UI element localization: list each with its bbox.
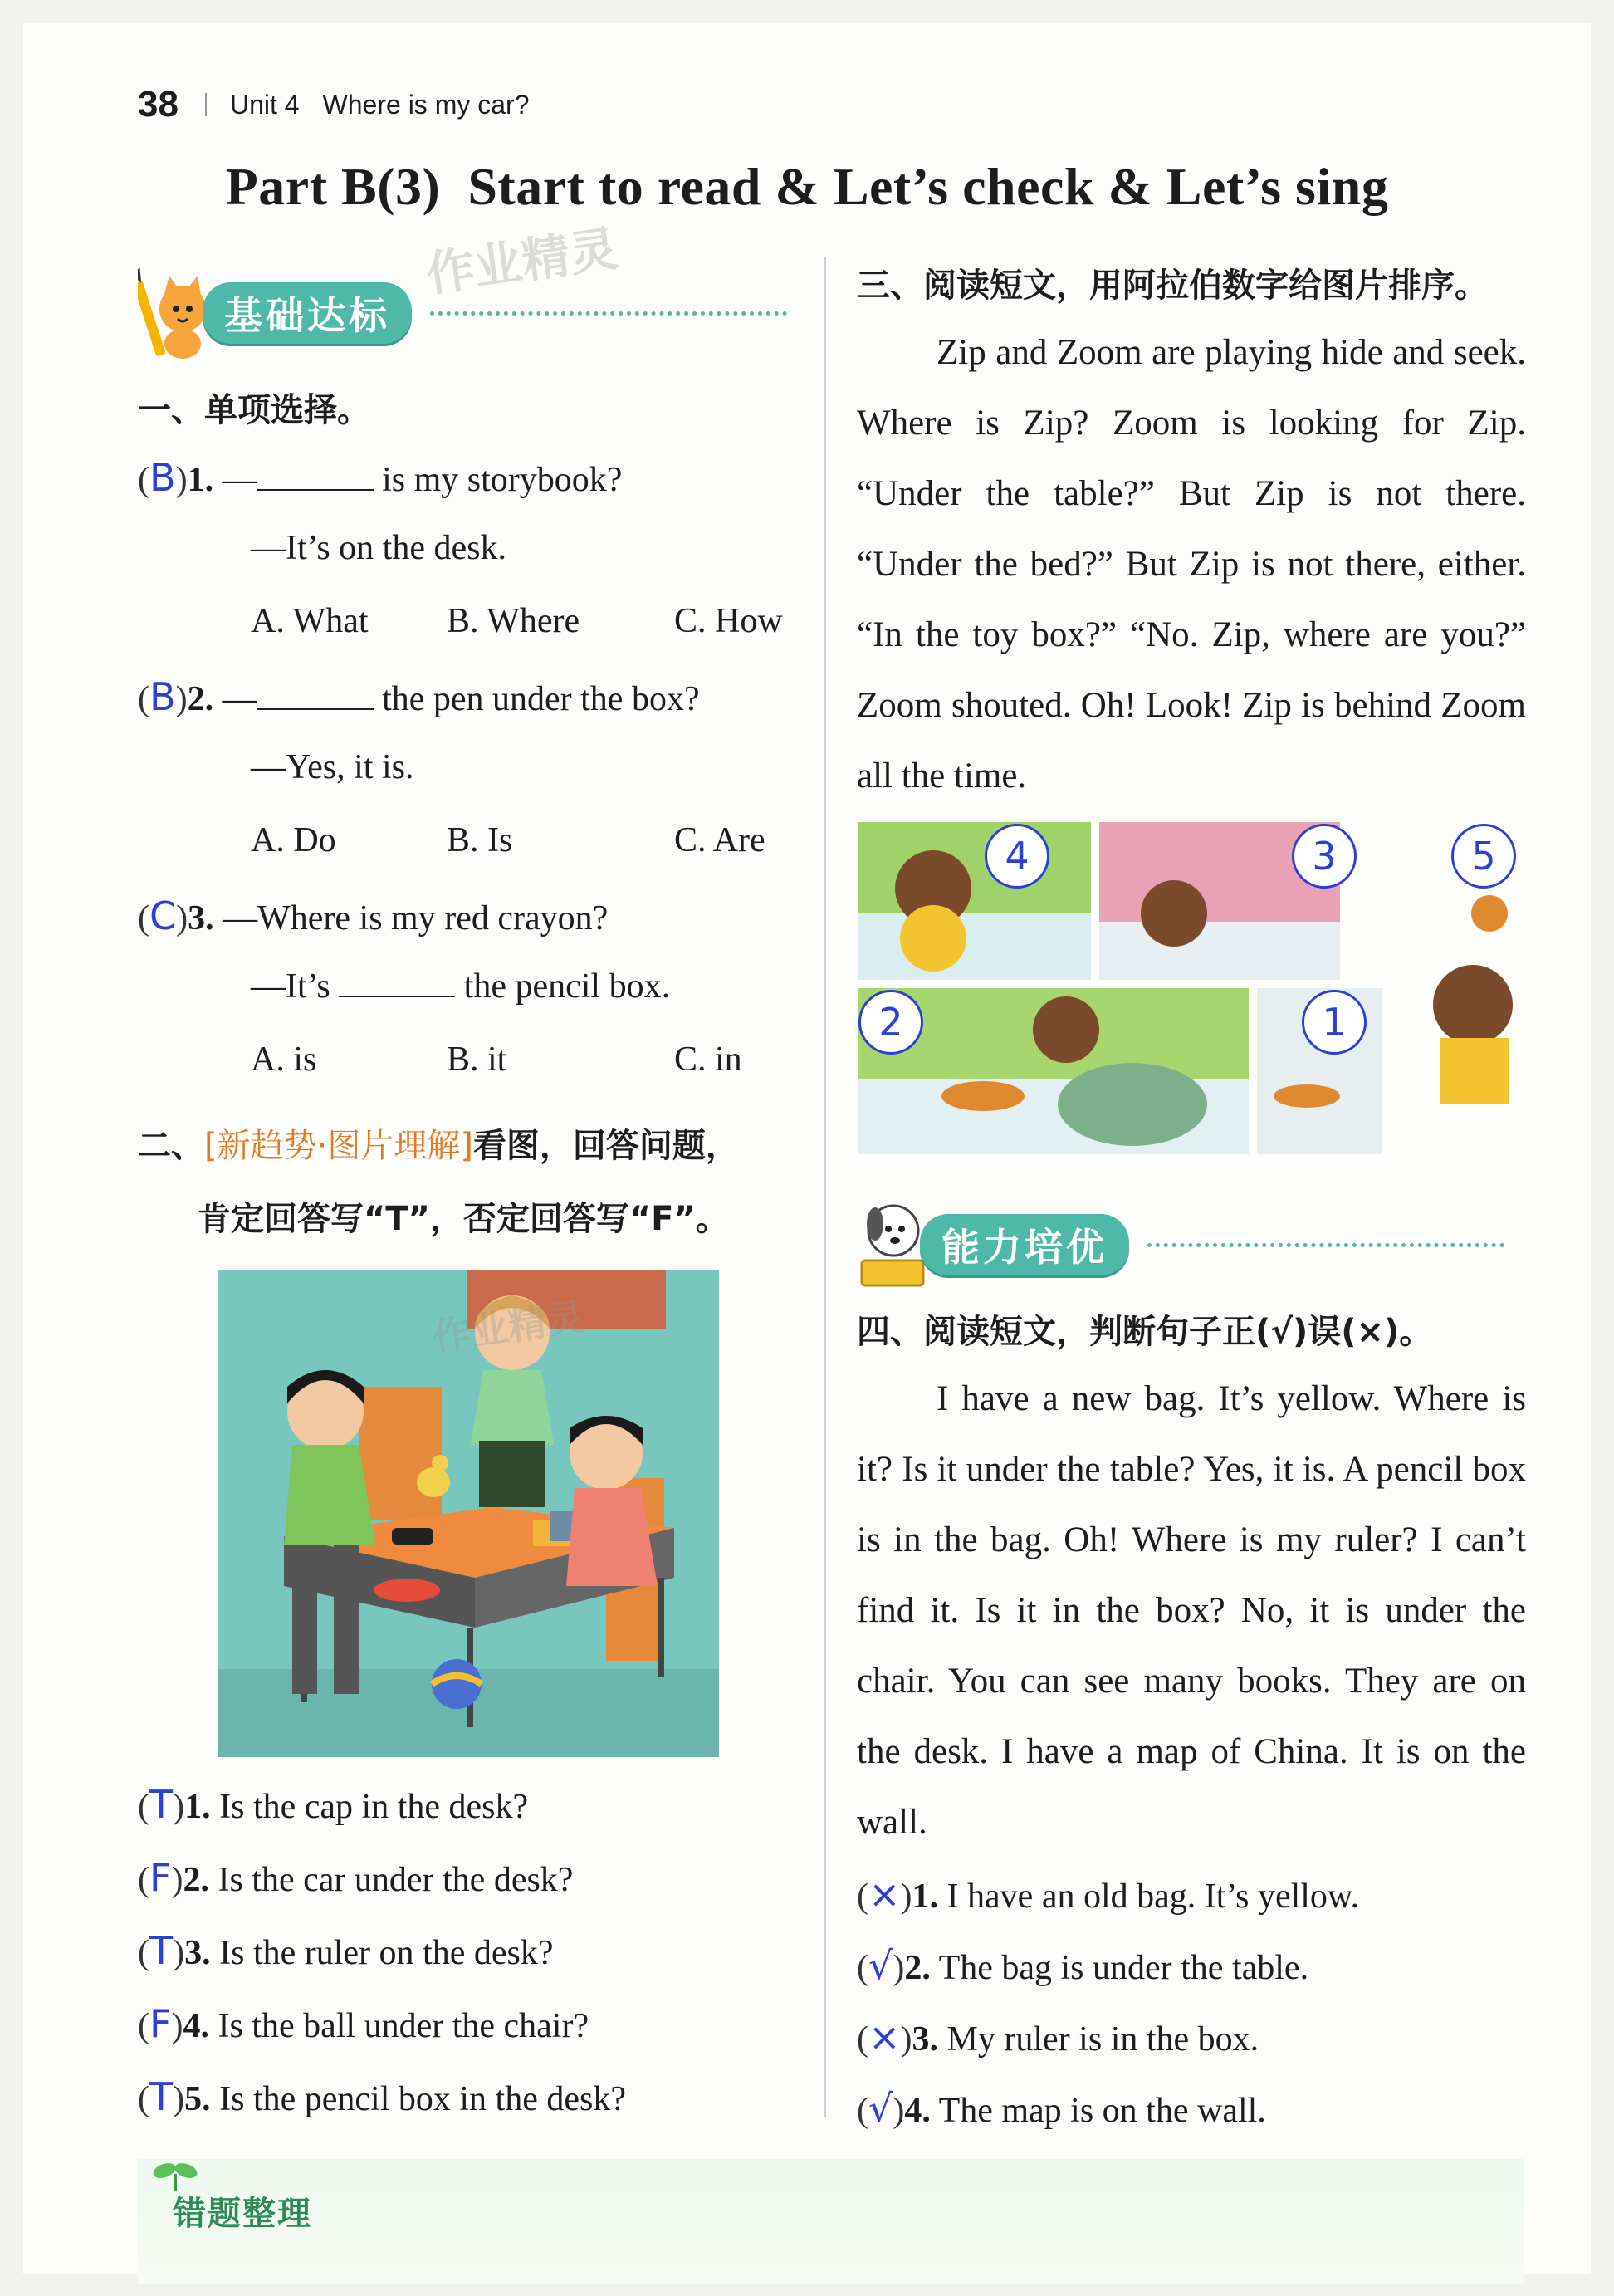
watermark: 作业精灵 [429, 1294, 588, 1360]
question-number: 4. [183, 2007, 209, 2045]
question-number: 1. [912, 1877, 939, 1916]
tf-question-3: (T)3. Is the ruler on the desk? [138, 1928, 554, 1973]
option-a: A. Do [251, 821, 336, 859]
order-number-1: 4 [985, 824, 1049, 889]
trend-tag: [新趋势·图片理解] [204, 1127, 473, 1165]
answer-mark: B [149, 674, 176, 719]
question-reply [251, 967, 670, 1006]
badge-label: 能力培优 [920, 1214, 1129, 1275]
tf-question-1: (T)1. Is the cap in the desk? [138, 1782, 529, 1827]
answer-mark: √ [868, 1943, 893, 1988]
question-text: The bag is under the table. [938, 1949, 1309, 1987]
question-text: Is the cap in the desk? [219, 1788, 529, 1826]
question-reply: —It’s on the desk. [251, 529, 506, 567]
heading-text: 看图，回答问题， [472, 1127, 739, 1165]
section-1-heading: 一、单项选择。 [138, 391, 370, 429]
dog-laptop-icon [855, 1196, 928, 1294]
order-number-5: 1 [1302, 990, 1367, 1055]
question-number: 4. [904, 2092, 931, 2130]
heading-number: 二、 [138, 1127, 204, 1165]
answer-blank [339, 969, 455, 997]
judge-question-1: (×)1. I have an old bag. It’s yellow. [857, 1872, 1360, 1917]
order-number-2: 3 [1292, 824, 1357, 889]
question-text: the pencil box. [455, 967, 671, 1006]
option-a: A. is [251, 1040, 317, 1079]
question-number: 2. [187, 680, 214, 718]
answer-mark: B [149, 455, 176, 500]
story-panels [858, 822, 1528, 1154]
question-number: 3. [184, 1934, 211, 1972]
section-3-heading: 三、阅读短文，用阿拉伯数字给图片排序。 [857, 267, 1488, 305]
mc-question-2: (B)2. — the pen under the box? [138, 674, 700, 719]
question-reply: —Yes, it is. [251, 748, 414, 786]
question-text: Is the ball under the chair? [218, 2007, 589, 2045]
answer-blank [257, 463, 374, 491]
question-text: —Where is my red crayon? [223, 899, 609, 937]
order-number-4: 2 [858, 990, 923, 1055]
dotted-rule [430, 311, 787, 316]
unit-label: Unit 4 [229, 89, 300, 120]
judge-question-3: (×)3. My ruler is in the box. [857, 2015, 1259, 2059]
dotted-rule [1147, 1243, 1504, 1247]
question-text: is my storybook? [373, 461, 623, 499]
tf-question-4: (F)4. Is the ball under the chair? [138, 2001, 589, 2046]
answer-blank [257, 682, 374, 710]
page-number: 38 [138, 84, 179, 125]
option-a: A. What [251, 602, 369, 640]
story-passage: Zip and Zoom are playing hide and seek. Where is Zip? Zoom is looking for Zip. “Under the table?” But Zip is not there. “Under the bed?” But Zip is not there, either. “In the toy box?” “No. Zip, where are you?” Zoom shouted. Oh! Look! Zip is behind Zoom all the time. [857, 333, 1526, 796]
answer-mark: T [149, 1928, 174, 1973]
mc-question-1: (B)1. — is my storybook? [138, 455, 623, 500]
option-c: C. How [674, 602, 783, 640]
unit-title: Where is my car? [322, 89, 530, 120]
judge-question-4: (√)4. The map is on the wall. [857, 2086, 1266, 2131]
mistakes-label: 错题整理 [173, 2195, 312, 2233]
answer-mark: T [149, 1782, 174, 1827]
section-4-heading: 四、阅读短文，判断句子正(√)误(×)。 [857, 1313, 1433, 1351]
option-b: B. Where [447, 602, 580, 640]
section-badge-advanced [855, 1196, 1504, 1294]
answer-mark: √ [868, 2086, 893, 2131]
answer-mark: T [149, 2074, 174, 2119]
option-b: B. Is [447, 821, 513, 859]
question-text: — [222, 461, 257, 499]
running-header [138, 83, 529, 126]
tf-question-5: (T)5. Is the pencil box in the desk? [138, 2074, 626, 2119]
order-number-3: 5 [1451, 824, 1516, 889]
answer-mark: × [868, 1872, 901, 1917]
question-text: the pen under the box? [373, 680, 700, 718]
option-c: C. in [674, 1040, 742, 1079]
watermark: 作业精灵 [423, 220, 622, 303]
answer-mark: × [868, 2015, 901, 2059]
fox-pencil-icon [138, 264, 211, 362]
section-2-heading-line2: 肯定回答写“T”，否定回答写“F”。 [198, 1200, 729, 1238]
section-2-heading [138, 1119, 739, 1167]
question-number: 2. [183, 1861, 209, 1899]
question-text: Is the ruler on the desk? [219, 1934, 554, 1972]
question-text: — [222, 680, 257, 718]
answer-mark: F [149, 1855, 172, 1900]
question-text: The map is on the wall. [938, 2092, 1266, 2130]
question-text: Is the pencil box in the desk? [219, 2080, 626, 2118]
question-text: —It’s [251, 967, 340, 1006]
question-text: My ruler is in the box. [946, 2020, 1259, 2059]
question-number: 2. [904, 1949, 931, 1987]
badge-label: 基础达标 [203, 282, 412, 344]
question-number: 5. [184, 2080, 211, 2118]
mc-question-3: (C)3. —Where is my red crayon? [138, 893, 609, 938]
tf-question-2: (F)2. Is the car under the desk? [138, 1855, 574, 1900]
question-number: 3. [188, 899, 214, 937]
column-divider [824, 257, 826, 2117]
answer-mark: F [149, 2001, 172, 2046]
bag-passage: I have a new bag. It’s yellow. Where is it? Is it under the table? Yes, it is. A pencil box is in the bag. Oh! Where is my ruler? I can’t find it. Is it in the box? No, it is under the chair. You can see many books. They are on the desk. I have a map of China. It is on the wall. [857, 1379, 1526, 1842]
header-divider [205, 93, 207, 116]
page-title: Part B(3) Start to read & Let’s check & Let’s sing [225, 157, 1389, 216]
question-number: 1. [187, 461, 214, 499]
option-b: B. it [447, 1040, 507, 1079]
question-text: I have an old bag. It’s yellow. [946, 1877, 1360, 1916]
section-badge-basic [138, 264, 787, 362]
judge-question-2: (√)2. The bag is under the table. [857, 1943, 1309, 1988]
answer-mark: C [149, 893, 177, 938]
option-c: C. Are [674, 821, 765, 859]
question-number: 3. [912, 2020, 939, 2059]
question-number: 1. [184, 1788, 211, 1826]
mistakes-area [137, 2159, 1524, 2284]
question-text: Is the car under the desk? [218, 1861, 574, 1899]
